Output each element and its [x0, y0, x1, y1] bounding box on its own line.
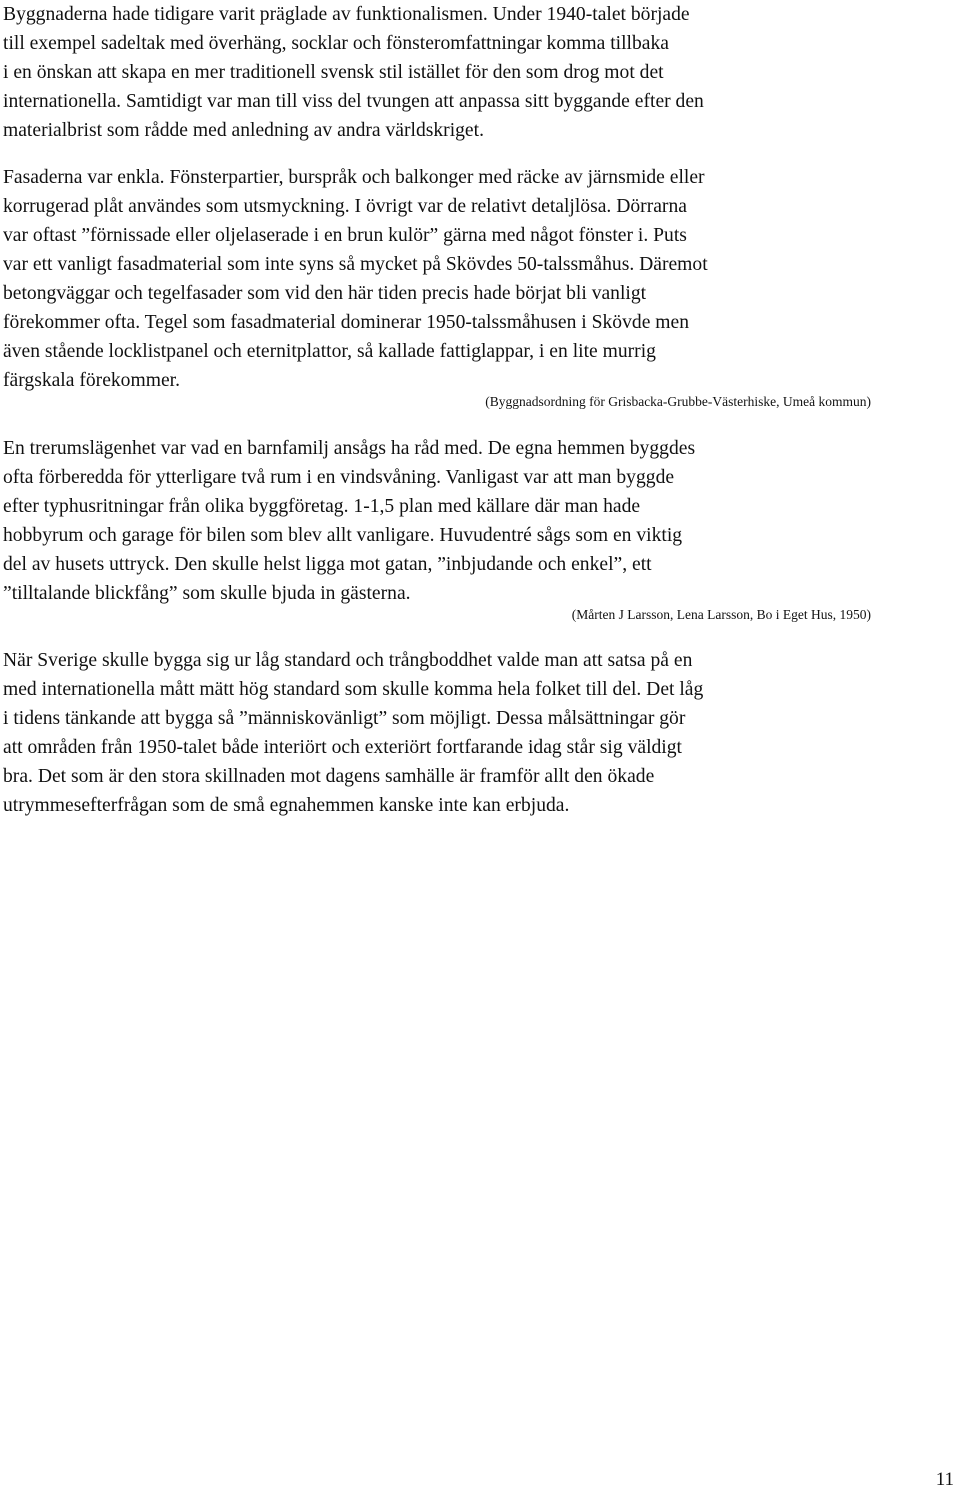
- paragraph-standard: [3, 646, 873, 820]
- text-line: även stående locklistpanel och eternitplattor, så kallade fattiglappar, i en lite murrig: [3, 341, 656, 362]
- text-line: utrymmesefterfrågan som de små egnahemmen kanske inte kan erbjuda.: [3, 795, 570, 816]
- page-number: 11: [935, 1469, 954, 1490]
- citation-byggnadsordning: (Byggnadsordning för Grisbacka-Grubbe-Västerhiske, Umeå kommun): [485, 394, 871, 409]
- text-line: När Sverige skulle bygga sig ur låg standard och trångboddhet valde man att satsa på en: [3, 650, 693, 671]
- text-line: hobbyrum och garage för bilen som blev allt vanligare. Huvudentré sågs som en viktig: [3, 525, 683, 546]
- text-line: färgskala förekommer.: [3, 370, 181, 391]
- text-line: att områden från 1950-talet både interiört och exteriört fortfarande idag står sig väldigt: [3, 737, 682, 758]
- text-line: i tidens tänkande att bygga så ”människovänligt” som möjligt. Dessa målsättningar gör: [3, 708, 686, 729]
- text-line: efter typhusritningar från olika byggföretag. 1-1,5 plan med källare där man hade: [3, 496, 641, 517]
- text-line: till exempel sadeltak med överhäng, socklar och fönsteromfattningar komma tillbaka: [3, 33, 669, 54]
- text-line: Fasaderna var enkla. Fönsterpartier, burspråk och balkonger med räcke av järnsmide eller: [3, 167, 705, 188]
- text-line: En trerumslägenhet var vad en barnfamilj ansågs ha råd med. De egna hemmen byggdes: [3, 438, 696, 459]
- text-line: ofta förberedda för ytterligare två rum i en vindsvåning. Vanligast var att man byggde: [3, 467, 675, 488]
- text-line: var oftast ”förnissade eller oljelaserade i en brun kulör” gärna med något fönster i. Puts: [3, 225, 687, 246]
- text-line: var ett vanligt fasadmaterial som inte syns så mycket på Skövdes 50-talssmåhus. Däremot: [3, 254, 708, 275]
- text-line: internationella. Samtidigt var man till viss del tvungen att anpassa sitt byggande efter den: [3, 91, 704, 112]
- text-line: ”tilltalande blickfång” som skulle bjuda in gästerna.: [3, 583, 411, 604]
- text-line: Byggnaderna hade tidigare varit präglade av funktionalismen. Under 1940-talet började: [3, 4, 690, 25]
- citation-bo-i-eget-hus: (Mårten J Larsson, Lena Larsson, Bo i Eget Hus, 1950): [571, 607, 871, 622]
- text-line: korrugerad plåt användes som utsmyckning. I övrigt var de relativt detaljlösa. Dörrarna: [3, 196, 687, 217]
- text-line: i en önskan att skapa en mer traditionell svensk stil istället för den som drog mot det: [3, 62, 664, 83]
- text-line: bra. Det som är den stora skillnaden mot dagens samhälle är framför allt den ökade: [3, 766, 655, 787]
- text-line: del av husets uttryck. Den skulle helst ligga mot gatan, ”inbjudande och enkel”, ett: [3, 554, 652, 575]
- paragraph-trerumslagenhet: [3, 434, 873, 608]
- text-line: materialbrist som rådde med anledning av andra världskriget.: [3, 120, 484, 141]
- text-line: betongväggar och tegelfasader som vid den här tiden precis hade börjat bli vanligt: [3, 283, 647, 304]
- text-line: förekommer ofta. Tegel som fasadmaterial dominerar 1950-talssmåhusen i Skövde men: [3, 312, 690, 333]
- paragraph-funktionalism: [3, 0, 873, 145]
- text-line: med internationella mått mätt hög standard som skulle komma hela folket till del. Det låg: [3, 679, 704, 700]
- paragraph-fasader: [3, 163, 873, 395]
